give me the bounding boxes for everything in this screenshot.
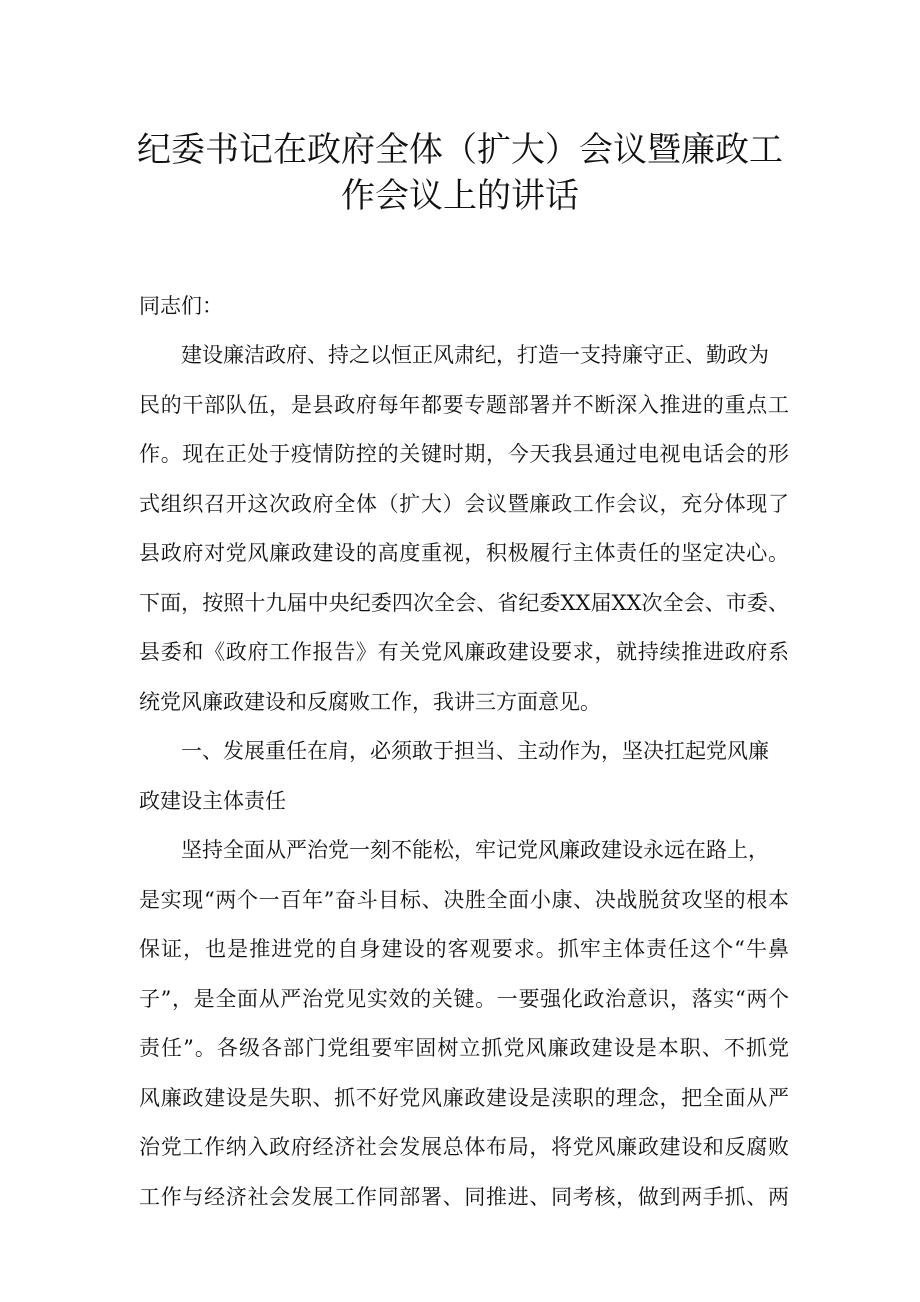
paragraph-line: 治党工作纳入政府经济社会发展总体布局，将党风廉政建设和反腐败 [139, 1135, 789, 1159]
section-heading-line: 一、发展重任在肩，必须敢于担当、主动作为，坚决扛起党风廉 [181, 739, 769, 763]
document-title-line-2: 作会议上的讲话 [341, 176, 579, 216]
paragraph-line: 式组织召开这次政府全体（扩大）会议暨廉政工作会议，充分体现了 [139, 492, 789, 516]
paragraph-line: 责任”。各级各部门党组要牢固树立抓党风廉政建设是本职、不抓党 [139, 1036, 789, 1060]
paragraph-line: 县政府对党风廉政建设的高度重视，积极履行主体责任的坚定决心。 [139, 541, 789, 565]
paragraph-line: 县委和《政府工作报告》有关党风廉政建设要求，就持续推进政府系 [139, 640, 789, 664]
section-heading-line: 政建设主体责任 [139, 789, 286, 813]
paragraph-line: 下面，按照十九届中央纪委四次全会、省纪委XX届XX次全会、市委、 [139, 591, 789, 615]
paragraph-line: 民的干部队伍，是县政府每年都要专题部署并不断深入推进的重点工 [139, 393, 789, 417]
paragraph-line: 保证，也是推进党的自身建设的客观要求。抓牢主体责任这个“牛鼻 [139, 937, 789, 961]
document-title-line-1: 纪委书记在政府全体（扩大）会议暨廉政工 [137, 130, 783, 170]
paragraph-line: 工作与经济社会发展工作同部署、同推进、同考核，做到两手抓、两 [139, 1185, 789, 1209]
paragraph-line: 坚持全面从严治党一刻不能松，牢记党风廉政建设永远在路上， [181, 838, 769, 862]
paragraph-line: 建设廉洁政府、持之以恒正风肃纪，打造一支持廉守正、勤政为 [181, 343, 769, 367]
greeting: 同志们： [139, 294, 223, 318]
paragraph-line: 统党风廉政建设和反腐败工作，我讲三方面意见。 [139, 690, 601, 714]
paragraph-line: 风廉政建设是失职、抓不好党风廉政建设是渎职的理念，把全面从严 [139, 1086, 789, 1110]
paragraph-line: 子”，是全面从严治党见实效的关键。一要强化政治意识，落实“两个 [139, 987, 789, 1011]
paragraph-line: 是实现“两个一百年”奋斗目标、决胜全面小康、决战脱贫攻坚的根本 [139, 888, 789, 912]
paragraph-line: 作。现在正处于疫情防控的关键时期，今天我县通过电视电话会的形 [139, 442, 789, 466]
